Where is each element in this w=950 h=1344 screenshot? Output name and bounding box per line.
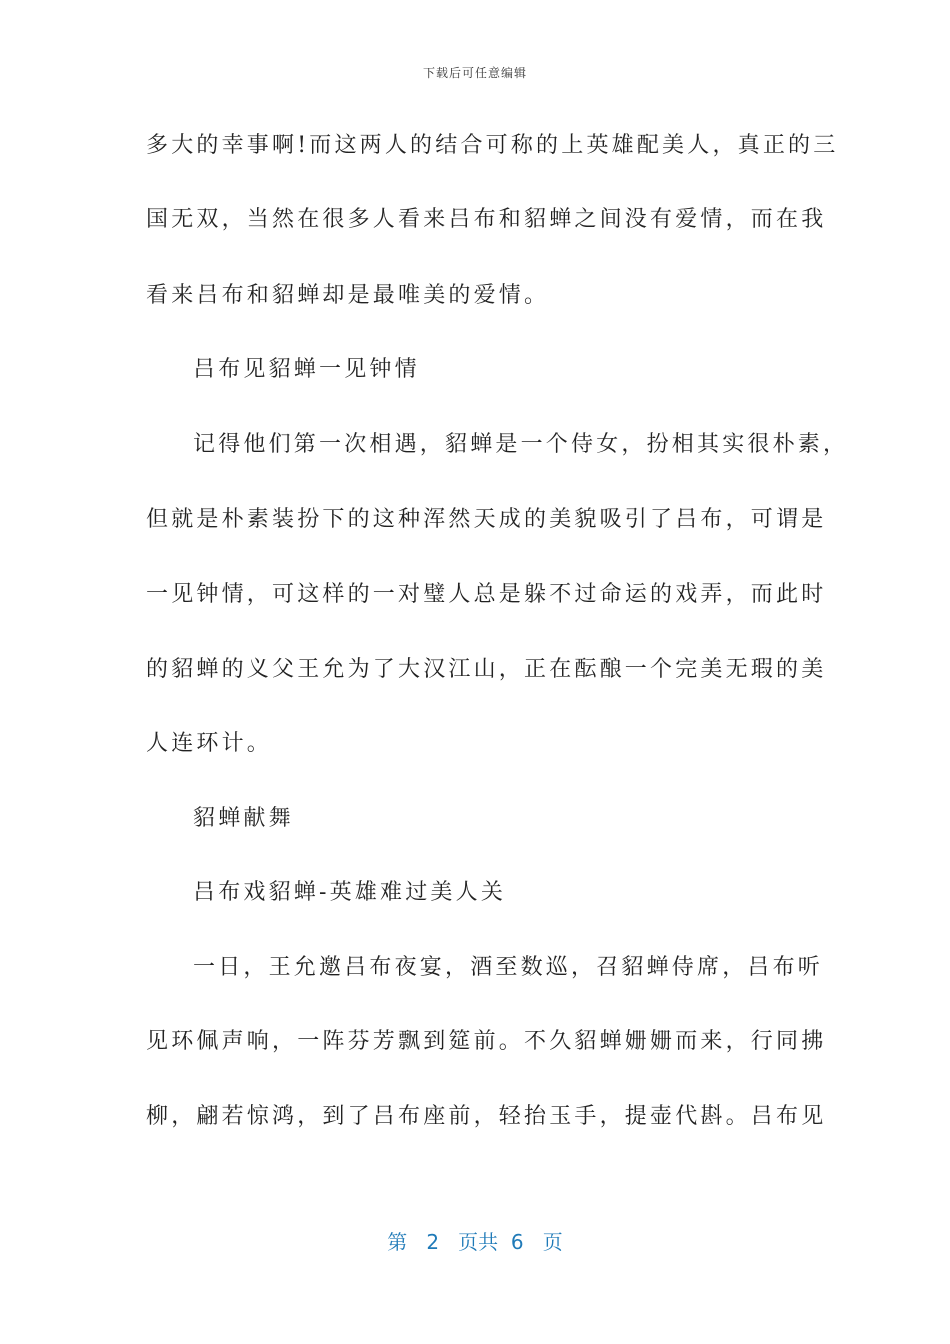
page-header-note: 下载后可任意编辑 <box>422 66 527 80</box>
paragraph-line: 多大的幸事啊!而这两人的结合可称的上英雄配美人，真正的三 <box>146 133 839 158</box>
footer-total-pages: 6 <box>510 1230 524 1254</box>
paragraph-line: 人连环计。 <box>146 731 273 756</box>
page-footer <box>0 1226 950 1255</box>
section-heading: 吕布戏貂蝉-英雄难过美人关 <box>193 880 507 905</box>
paragraph-line: 柳，翩若惊鸿，到了吕布座前，轻抬玉手，提壶代斟。吕布见 <box>146 1104 827 1129</box>
paragraph-line: 记得他们第一次相遇，貂蝉是一个侍女，扮相其实很朴素， <box>193 432 849 457</box>
paragraph-line: 但就是朴素装扮下的这种浑然天成的美貌吸引了吕布，可谓是 <box>146 507 827 532</box>
footer-total-prefix: 页共 <box>458 1230 499 1254</box>
section-heading: 貂蝉献舞 <box>193 806 294 831</box>
footer-page-label: 第 <box>387 1230 408 1254</box>
paragraph-line: 国无双，当然在很多人看来吕布和貂蝉之间没有爱情，而在我 <box>146 207 827 232</box>
footer-current-page: 2 <box>426 1230 440 1254</box>
paragraph-line: 看来吕布和貂蝉却是最唯美的爱情。 <box>146 283 550 308</box>
paragraph-line: 见环佩声响，一阵芬芳飘到筵前。不久貂蝉姗姗而来，行同拂 <box>146 1029 827 1054</box>
section-heading: 吕布见貂蝉一见钟情 <box>193 357 420 382</box>
footer-total-suffix: 页 <box>542 1230 563 1254</box>
paragraph-line: 一日，王允邀吕布夜宴，酒至数巡，召貂蝉侍席，吕布听 <box>193 955 824 980</box>
paragraph-line: 一见钟情，可这样的一对璧人总是躲不过命运的戏弄，而此时 <box>146 582 827 607</box>
paragraph-line: 的貂蝉的义父王允为了大汉江山，正在酝酿一个完美无瑕的美 <box>146 657 827 682</box>
